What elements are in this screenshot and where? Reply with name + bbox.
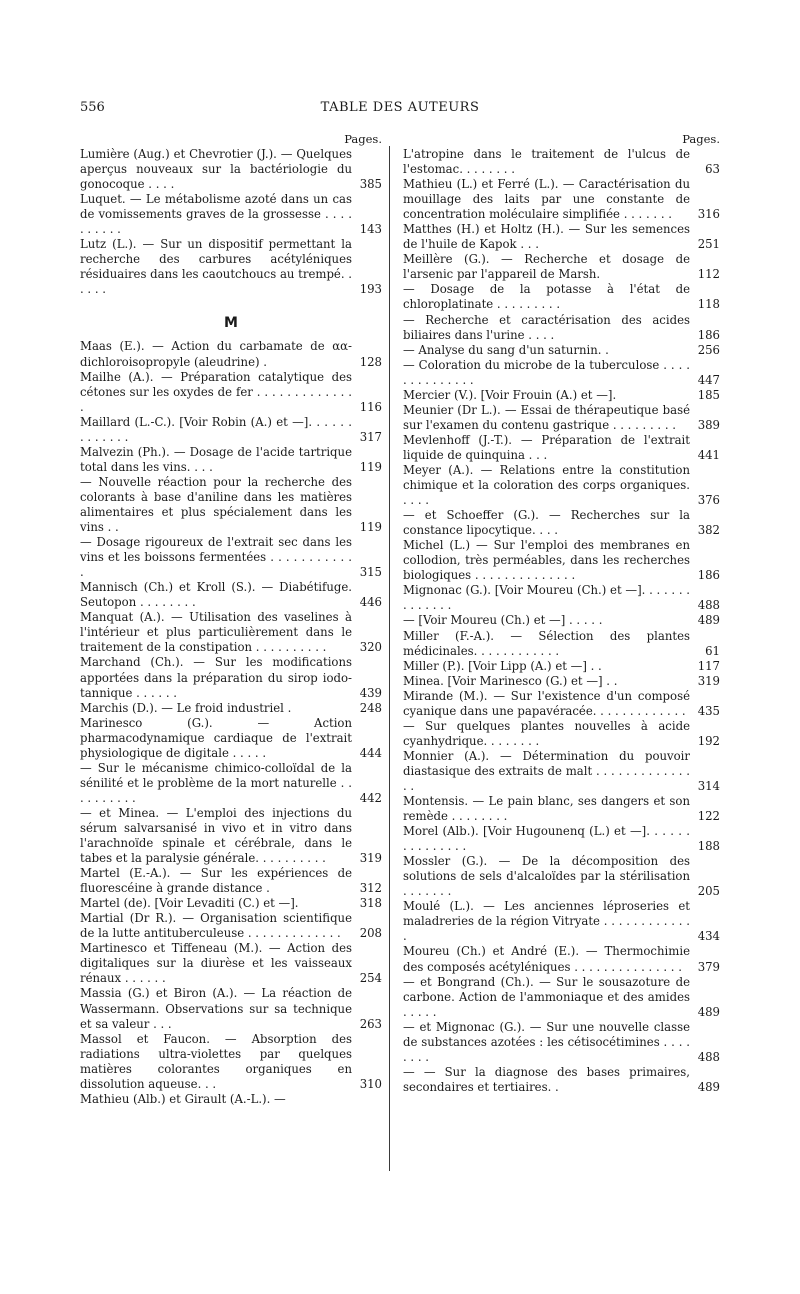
- index-entry: [80, 701, 382, 716]
- entry-page-number: 385: [359, 177, 382, 192]
- index-entry: [403, 313, 720, 343]
- index-entry: [403, 252, 720, 282]
- entry-page-number: 128: [359, 354, 382, 369]
- index-entry: [403, 854, 720, 899]
- entry-text: Moulé (L.). — Les anciennes léproseries et maladreries de la région Vitryate . . . . . . . . . . . . .: [403, 899, 690, 944]
- entry-text: Mailhe (A.). — Préparation catalytique des cétones sur les oxydes de fer . . . . . . . . . . . . . .: [80, 369, 352, 414]
- entry-page-number: 318: [359, 896, 382, 911]
- entry-text: Minea. [Voir Marinesco (G.) et —] . .: [403, 673, 618, 688]
- entry-page-number: 316: [697, 207, 720, 222]
- entry-page-number: 446: [359, 595, 382, 610]
- entry-page-number: 489: [697, 613, 720, 628]
- entry-page-number: 379: [697, 959, 720, 974]
- entry-text: Miller (P.). [Voir Lipp (A.) et —] . .: [403, 658, 602, 673]
- entry-text: Moureu (Ch.) et André (E.). — Thermochimie des composés acétyléniques . . . . . . . . . . . . . . .: [403, 944, 690, 974]
- entry-text: Mevlenhoff (J.-T.). — Préparation de l'extrait liquide de quinquina . . .: [403, 432, 690, 462]
- entry-page-number: 315: [359, 565, 382, 580]
- index-entry: [80, 986, 382, 1031]
- entry-text: Mirande (M.). — Sur l'existence d'un composé cyanique dans une papavéracée. . . . . . . . . . . . .: [403, 688, 690, 718]
- page-header: [80, 100, 720, 120]
- entry-text: Monnier (A.). — Détermination du pouvoir diastasique des extraits de malt . . . . . . . . . . . . . . .: [403, 748, 690, 793]
- entry-text: — Dosage rigoureux de l'extrait sec dans les vins et les boissons fermentées . . . . . . . . . . . .: [80, 535, 352, 580]
- entry-text: — [Voir Moureu (Ch.) et —] . . . . .: [403, 613, 603, 628]
- entry-page-number: 376: [697, 493, 720, 508]
- entry-page-number: 122: [697, 809, 720, 824]
- entry-text: Mignonac (G.). [Voir Moureu (Ch.) et —]. . . . . . . . . . . . . .: [403, 583, 690, 613]
- index-entry: [80, 911, 382, 941]
- index-entry: [80, 475, 382, 535]
- index-entry: [403, 222, 720, 252]
- index-entry: [403, 1065, 720, 1095]
- entry-page-number: 319: [697, 673, 720, 688]
- entry-text: Luquet. — Le métabolisme azoté dans un cas de vomissements graves de la grossesse . . . . . . . . . .: [80, 192, 352, 237]
- entry-page-number: 317: [359, 429, 382, 444]
- entry-page-number: 254: [359, 971, 382, 986]
- entry-text: — Dosage de la potasse à l'état de chloroplatinate . . . . . . . . .: [403, 282, 690, 312]
- entry-text: Maillard (L.-C.). [Voir Robin (A.) et —]. . . . . . . . . . . . .: [80, 414, 352, 444]
- entry-page-number: 447: [697, 372, 720, 387]
- entry-page-number: 119: [359, 459, 382, 474]
- entry-text: Mannisch (Ch.) et Kroll (S.). — Diabétifuge. Seutopon . . . . . . . .: [80, 580, 352, 610]
- entry-page-number: 193: [359, 282, 382, 297]
- entry-page-number: 263: [359, 1016, 382, 1031]
- index-entry: [80, 761, 382, 806]
- entries-m-continued: [403, 147, 720, 1095]
- entry-text: — Analyse du sang d'un saturnin. .: [403, 342, 609, 357]
- index-entry: [80, 147, 382, 192]
- index-entry: [403, 794, 720, 824]
- entry-text: — Nouvelle réaction pour la recherche des colorants à base d'aniline dans les matières alimentaires et plus spécialement dans les vins . .: [80, 474, 352, 535]
- entry-text: Meunier (Dr L.). — Essai de thérapeutique basé sur l'examen du contenu gastrique . . . . . . . . .: [403, 402, 690, 432]
- index-entry: [80, 445, 382, 475]
- index-entry: [403, 975, 720, 1020]
- entry-page-number: 63: [705, 162, 720, 177]
- entry-text: — et Mignonac (G.). — Sur une nouvelle classe de substances azotées : les cétisocétimines . . . . . . . .: [403, 1019, 690, 1064]
- index-entry: [80, 415, 382, 445]
- index-entry: [80, 866, 382, 896]
- entry-page-number: 143: [359, 222, 382, 237]
- entry-text: Meillère (G.). — Recherche et dosage de l'arsenic par l'appareil de Marsh.: [403, 252, 690, 282]
- index-entry: [80, 1032, 382, 1092]
- index-entry: [403, 674, 720, 689]
- index-entry: [403, 147, 720, 177]
- index-entry: [403, 583, 720, 613]
- index-entry: [403, 1020, 720, 1065]
- index-entry: [403, 358, 720, 388]
- index-entry: [80, 610, 382, 655]
- entry-page-number: 444: [359, 745, 382, 760]
- entry-text: L'atropine dans le traitement de l'ulcus de l'estomac. . . . . . . .: [403, 147, 690, 177]
- entry-text: — Coloration du microbe de la tuberculose . . . . . . . . . . . . . .: [403, 357, 690, 387]
- entry-page-number: 112: [697, 267, 720, 282]
- entry-page-number: 117: [697, 658, 720, 673]
- entry-page-number: 435: [697, 703, 720, 718]
- entry-text: Morel (Alb.). [Voir Hugounenq (L.) et —]. . . . . . . . . . . . . . .: [403, 824, 690, 854]
- index-entry: [80, 370, 382, 415]
- entry-text: Malvezin (Ph.). — Dosage de l'acide tartrique total dans les vins. . . .: [80, 444, 352, 474]
- entry-text: Michel (L.) — Sur l'emploi des membranes en collodion, très perméables, dans les recherches biologiques . . . . . . . . . . . . . .: [403, 538, 690, 583]
- entry-page-number: 389: [697, 417, 720, 432]
- index-entry: [403, 538, 720, 583]
- index-entry: [403, 689, 720, 719]
- section-letter: M: [224, 315, 238, 332]
- entry-page-number: 489: [697, 1079, 720, 1094]
- entry-text: Lutz (L.). — Sur un dispositif permettant la recherche des carbures acétyléniques résiduaires dans les caoutchoucs au trempé. . . . . .: [80, 237, 352, 297]
- index-entry: [403, 719, 720, 749]
- entry-page-number: 310: [359, 1076, 382, 1091]
- entry-page-number: 116: [359, 399, 382, 414]
- index-entry: [403, 899, 720, 944]
- index-entry: [80, 941, 382, 986]
- entry-page-number: 185: [697, 387, 720, 402]
- entry-page-number: 186: [697, 568, 720, 583]
- entry-text: Marchand (Ch.). — Sur les modifications apportées dans la préparation du sirop iodo-tannique . . . . . .: [80, 655, 352, 700]
- entry-page-number: 439: [359, 685, 382, 700]
- entry-page-number: 208: [359, 926, 382, 941]
- entry-text: — Sur le mécanisme chimico-colloïdal de la sénilité et le problème de la mort naturelle . . . . . . . . . .: [80, 760, 352, 805]
- entry-text: Montensis. — Le pain blanc, ses dangers et son remède . . . . . . . .: [403, 794, 690, 824]
- entry-text: Marinesco (G.). — Action pharmacodynamique cardiaque de l'extrait physiologique de digitale . . . . .: [80, 715, 352, 760]
- entry-text: Meyer (A.). — Relations entre la constitution chimique et la coloration des corps organiques. . . . .: [403, 462, 690, 508]
- index-entry: [80, 896, 382, 911]
- entry-text: Lumière (Aug.) et Chevrotier (J.). — Quelques aperçus nouveaux sur la bactériologie du gonocoque . . . .: [80, 147, 352, 192]
- entry-page-number: 434: [697, 929, 720, 944]
- index-entry: [403, 388, 720, 403]
- entry-text: — Sur quelques plantes nouvelles à acide cyanhydrique. . . . . . . .: [403, 718, 690, 748]
- entries-m: [80, 339, 382, 1106]
- index-entry: [80, 716, 382, 761]
- index-entry: [403, 403, 720, 433]
- entry-page-number: 186: [697, 327, 720, 342]
- entry-text: — Recherche et caractérisation des acides biliaires dans l'urine . . . .: [403, 312, 690, 342]
- entry-text: Martel (de). [Voir Levaditi (C.) et —].: [80, 896, 299, 911]
- entry-text: Mathieu (L.) et Ferré (L.). — Caractérisation du mouillage des laits par une constante de concentration moléculaire simplifiée . . . . . . .: [403, 177, 690, 222]
- entry-text: Marchis (D.). — Le froid industriel .: [80, 700, 292, 715]
- right-column: [403, 132, 720, 1095]
- index-entry: [80, 655, 382, 700]
- index-entry: [403, 463, 720, 508]
- entry-page-number: 192: [697, 733, 720, 748]
- index-entry: [403, 177, 720, 222]
- entry-text: Maas (E.). — Action du carbamate de αα-dichloroisopropyle (aleudrine) .: [80, 339, 352, 369]
- index-entry: [403, 944, 720, 974]
- index-entry: [403, 824, 720, 854]
- entry-text: Martial (Dr R.). — Organisation scientifique de la lutte antituberculeuse . . . . . . . . . . . . .: [80, 911, 352, 941]
- entry-text: Massia (G.) et Biron (A.). — La réaction de Wassermann. Observations sur sa technique et sa valeur . . .: [80, 986, 352, 1031]
- entry-text: — — Sur la diagnose des bases primaires, secondaires et tertiaires. .: [403, 1064, 690, 1094]
- entry-page-number: 312: [359, 881, 382, 896]
- index-entry: [403, 749, 720, 794]
- entry-text: Manquat (A.). — Utilisation des vaselines à l'intérieur et plus particulièrement dans le traitement de la constipation . . . . . . . . . .: [80, 610, 352, 655]
- index-entry: [80, 535, 382, 580]
- entry-page-number: 119: [359, 520, 382, 535]
- entry-page-number: 488: [697, 598, 720, 613]
- index-entry: [403, 433, 720, 463]
- entries-l: [80, 147, 382, 297]
- pages-column-header: Pages.: [344, 132, 382, 146]
- index-entry: [80, 339, 382, 369]
- index-entry: [403, 508, 720, 538]
- entry-text: Massol et Faucon. — Absorption des radiations ultra-violettes par quelques matières colorantes organiques en dissolution aqueuse. . .: [80, 1031, 352, 1091]
- column-divider: [389, 146, 390, 1171]
- entry-page-number: 256: [697, 342, 720, 357]
- entry-text: Miller (F.-A.). — Sélection des plantes médicinales. . . . . . . . . . . .: [403, 628, 690, 658]
- entry-page-number: 489: [697, 1004, 720, 1019]
- index-entry: [80, 237, 382, 297]
- left-column: [80, 132, 382, 1107]
- index-entry: [80, 192, 382, 237]
- index-entry: [403, 282, 720, 312]
- entry-text: — et Schoeffer (G.). — Recherches sur la constance lipocytique. . . .: [403, 508, 690, 538]
- index-entry: [80, 1092, 382, 1107]
- index-entry: [403, 659, 720, 674]
- entry-page-number: 118: [697, 297, 720, 312]
- entry-page-number: 61: [705, 643, 720, 658]
- entry-text: Martel (E.-A.). — Sur les expériences de fluorescéine à grande distance .: [80, 866, 352, 896]
- entry-text: Mathieu (Alb.) et Girault (A.-L.). —: [80, 1091, 286, 1106]
- entry-page-number: 382: [697, 523, 720, 538]
- entry-page-number: 320: [359, 640, 382, 655]
- index-entry: [80, 580, 382, 610]
- entry-page-number: 488: [697, 1049, 720, 1064]
- pages-column-header: Pages.: [682, 132, 720, 146]
- entry-text: — et Bongrand (Ch.). — Sur le sousazoture de carbone. Action de l'ammoniaque et des amides . . . . .: [403, 974, 690, 1019]
- index-entry: [403, 613, 720, 628]
- entry-text: Mossler (G.). — De la décomposition des solutions de sels d'alcaloïdes par la stérilisation . . . . . . .: [403, 854, 690, 899]
- index-entry: [403, 629, 720, 659]
- index-entry: [80, 806, 382, 866]
- entry-page-number: 314: [697, 778, 720, 793]
- entry-page-number: 441: [697, 447, 720, 462]
- entry-page-number: 248: [359, 700, 382, 715]
- entry-text: Matthes (H.) et Holtz (H.). — Sur les semences de l'huile de Kapok . . .: [403, 222, 690, 252]
- entry-page-number: 442: [359, 790, 382, 805]
- entry-page-number: 319: [359, 851, 382, 866]
- entry-text: — et Minea. — L'emploi des injections du sérum salvarsanisé in vivo et in vitro dans l'arachnoïde spinale et cérébrale, dans le tabes et la paralysie générale. . . . . . . . . .: [80, 805, 352, 866]
- index-entry: [403, 343, 720, 358]
- page-number: 556: [80, 100, 105, 115]
- entry-page-number: 205: [697, 884, 720, 899]
- entry-page-number: 251: [697, 237, 720, 252]
- entry-text: Mercier (V.). [Voir Frouin (A.) et —].: [403, 387, 617, 402]
- running-title: TABLE DES AUTEURS: [320, 100, 480, 115]
- entry-text: Martinesco et Tiffeneau (M.). — Action des digitaliques sur la diurèse et les vaisseaux rénaux . . . . . .: [80, 941, 352, 986]
- entry-page-number: 188: [697, 839, 720, 854]
